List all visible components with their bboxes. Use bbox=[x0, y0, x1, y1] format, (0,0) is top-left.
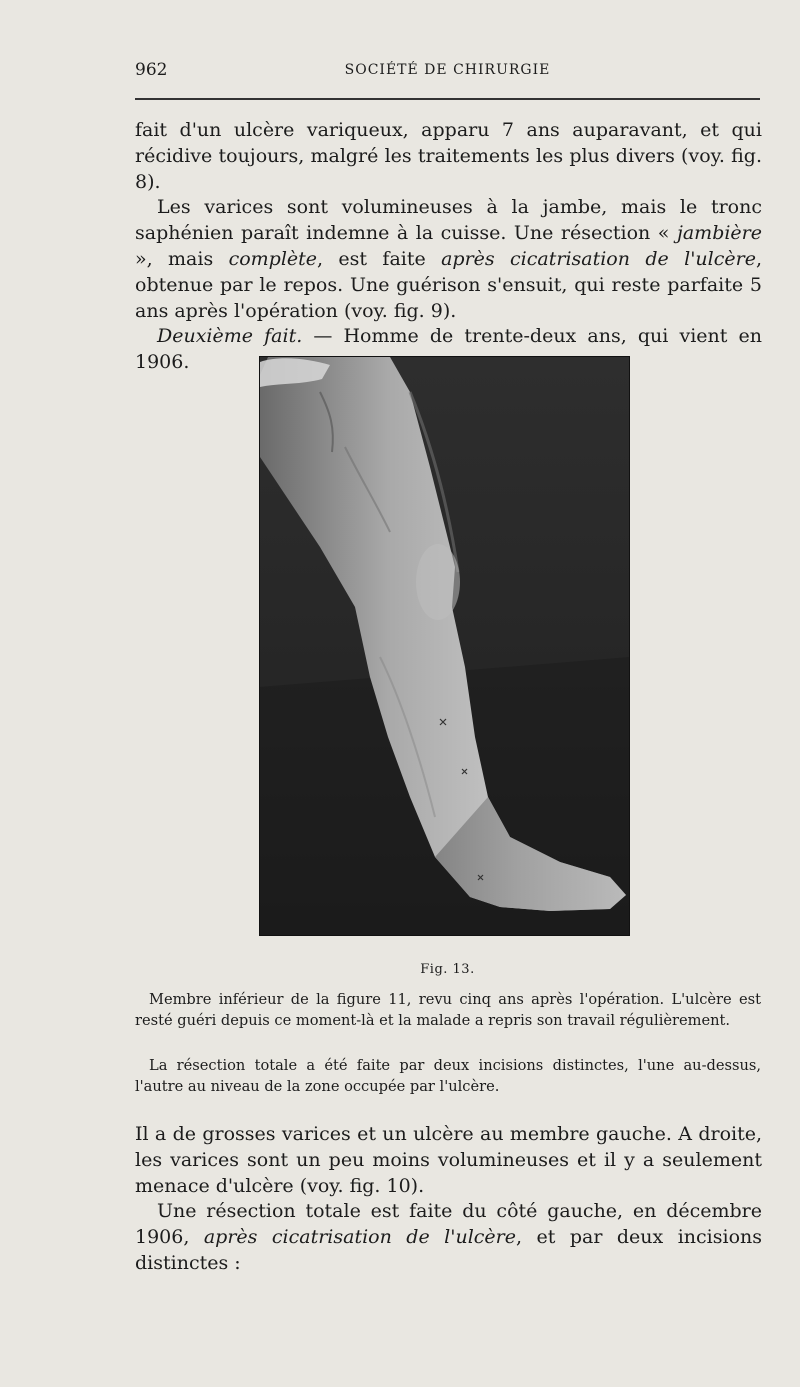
paragraph bbox=[135, 195, 762, 324]
text-run: , est faite bbox=[317, 247, 442, 270]
page-number: 962 bbox=[135, 60, 168, 80]
header-rule bbox=[135, 98, 760, 100]
text-run: , obtenue par le repos. Une guérison s'ensuit, qui reste parfaite 5 ans après l'opération (voy. fig. 9). bbox=[135, 247, 762, 322]
paragraph bbox=[135, 1199, 762, 1276]
figure-caption bbox=[135, 989, 761, 1031]
text-run: fait d'un ulcère variqueux, apparu 7 ans auparavant, et qui récidive toujours, malgré les traitements les plus divers (voy. fig. 8). bbox=[135, 119, 762, 193]
figure-photograph bbox=[259, 356, 630, 936]
italic-run: complète bbox=[228, 247, 318, 270]
paragraph bbox=[135, 1122, 762, 1199]
caption-paragraph: La résection totale a été faite par deux incisions distinctes, l'une au-dessus, l'autre au niveau de la zone occupée par l'ulcère. bbox=[135, 1057, 761, 1095]
text-run: — Homme de trente-deux ans, qui vient en 1906. bbox=[135, 325, 762, 374]
running-head: SOCIÉTÉ DE CHIRURGIE bbox=[344, 62, 551, 78]
leg-photo-illustration bbox=[260, 357, 629, 935]
body-text-bottom bbox=[135, 1122, 762, 1277]
page-header bbox=[135, 60, 760, 84]
paragraph bbox=[135, 118, 762, 195]
italic-run: après cicatrisation de l'ulcère bbox=[441, 247, 756, 270]
text-run: Une résection totale est faite du côté gauche, en décembre 1906, bbox=[135, 1200, 762, 1249]
text-run: , et par deux incisions distinctes : bbox=[135, 1226, 762, 1274]
body-text-top bbox=[135, 118, 762, 376]
figure-label: Fig. 13. bbox=[420, 962, 475, 977]
italic-run: après cicatrisation de l'ulcère bbox=[203, 1226, 516, 1249]
caption-paragraph: Membre inférieur de la figure 11, revu cinq ans après l'opération. L'ulcère est resté guéri depuis ce moment-là et la malade a repris son travail régulièrement. bbox=[135, 991, 761, 1029]
italic-run: Deuxième fait. bbox=[157, 325, 303, 348]
italic-run: jambière bbox=[676, 222, 762, 245]
text-run: Les varices sont volumineuses à la jambe, mais le tronc saphénien paraît indemne à la cuisse. Une résection « bbox=[135, 196, 762, 245]
text-run: Il a de grosses varices et un ulcère au membre gauche. A droite, les varices sont un peu moins volumineuses et il y a seulement menace d'ulcère (voy. fig. 10). bbox=[135, 1123, 762, 1197]
figure-caption-note bbox=[135, 1055, 761, 1097]
text-run: », mais bbox=[135, 247, 229, 270]
